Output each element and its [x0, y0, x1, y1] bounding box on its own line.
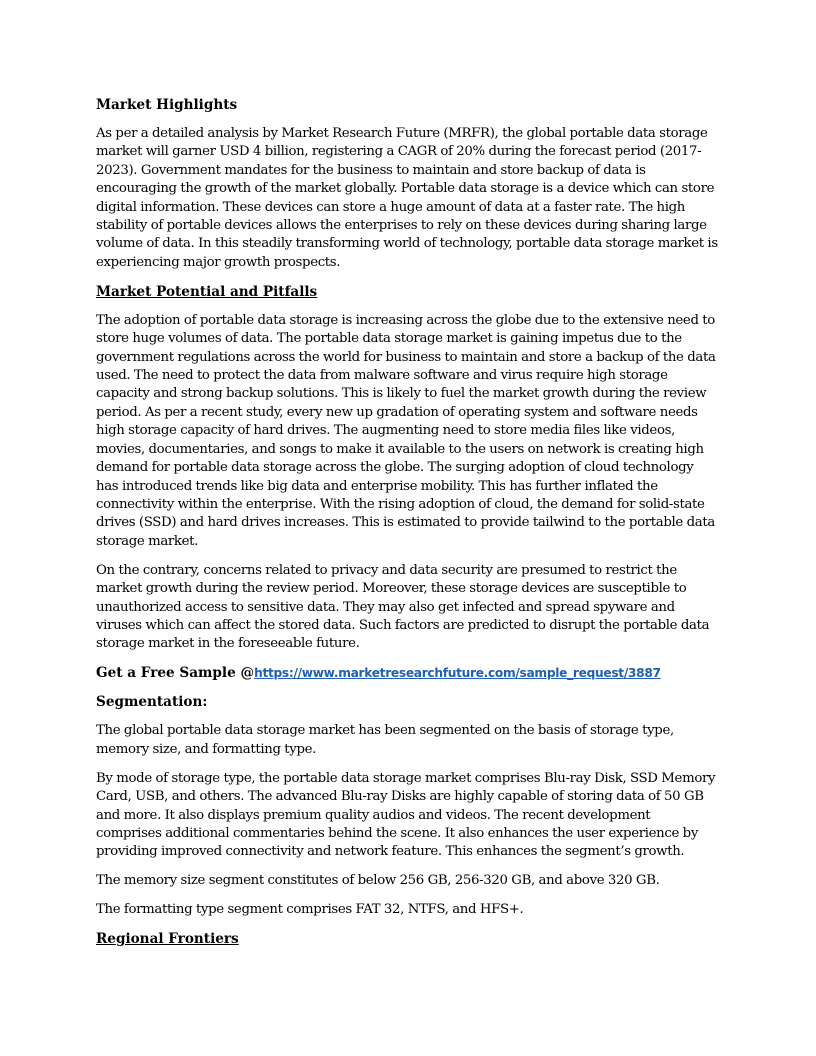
segmentation-heading: Segmentation: [96, 694, 208, 711]
free-sample-line [96, 664, 718, 682]
free-sample-label: Get a Free Sample @ [96, 665, 255, 682]
market-potential-paragraph-1: The adoption of portable data storage is increasing across the globe due to the extensive need to store huge volumes of data. The portable data storage market is gaining impetus due to the government regulations across the world for business to maintain and store a backup of the data used. The need to protect the data from malware software and virus require high storage capacity and strong backup solutions. This is likely to fuel the market growth during the review period. As per a recent study, every new up gradation of operating system and software needs high storage capacity of hard drives. The augmenting need to store media files like videos, movies, documentaries, and songs to make it available to the users on network is creating high demand for portable data storage across the globe. The surging adoption of cloud technology has introduced trends like big data and enterprise mobility. This has further inflated the connectivity within the enterprise. With the rising adoption of cloud, the demand for solid-state drives (SSD) and hard drives increases. This is estimated to provide tailwind to the portable data storage market. [96, 312, 716, 549]
market-potential-paragraph-2: On the contrary, concerns related to privacy and data security are presumed to restrict the market growth during the review period. Moreover, these storage devices are susceptible to unauthorized access to sensitive data. They may also get infected and spread spyware and viruses which can affect the stored data. Such factors are predicted to disrupt the portable data storage market in the foreseeable future. [96, 562, 710, 652]
segmentation-paragraph-3: The memory size segment constitutes of below 256 GB, 256-320 GB, and above 320 GB. [96, 873, 660, 889]
market-highlights-heading: Market Highlights [96, 97, 238, 113]
regional-frontiers-heading: Regional Frontiers [96, 931, 239, 948]
market-highlights-paragraph: As per a detailed analysis by Market Research Future (MRFR), the global portable data storage market will garner USD 4 billion, registering a CAGR of 20% during the forecast period (2017-2023). Government mandates for the business to maintain and store backup of data is encouraging the growth of the market globally. Portable data storage is a device which can store digital information. These devices can store a huge amount of data at a faster rate. The high stability of portable devices allows the enterprises to rely on these devices during sharing large volume of data. In this steadily transforming world of technology, portable data storage market is experiencing major growth prospects. [96, 126, 718, 270]
segmentation-paragraph-2: By mode of storage type, the portable data storage market comprises Blu-ray Disk, SSD Memory Card, USB, and others. The advanced Blu-ray Disks are highly capable of storing data of 50 GB and more. It also displays premium quality audios and videos. The recent development comprises additional commentaries behind the scene. It also enhances the user experience by providing improved connectivity and network feature. This enhances the segment’s growth. [96, 770, 716, 860]
segmentation-paragraph-4: The formatting type segment comprises FAT 32, NTFS, and HFS+. [96, 902, 524, 918]
free-sample-link[interactable]: https://www.marketresearchfuture.com/sample_request/3887 [254, 666, 661, 681]
market-potential-heading: Market Potential and Pitfalls [96, 283, 318, 300]
document-page [96, 96, 718, 959]
segmentation-paragraph-1: The global portable data storage market has been segmented on the basis of storage type, memory size, and formatting type. [96, 723, 674, 757]
